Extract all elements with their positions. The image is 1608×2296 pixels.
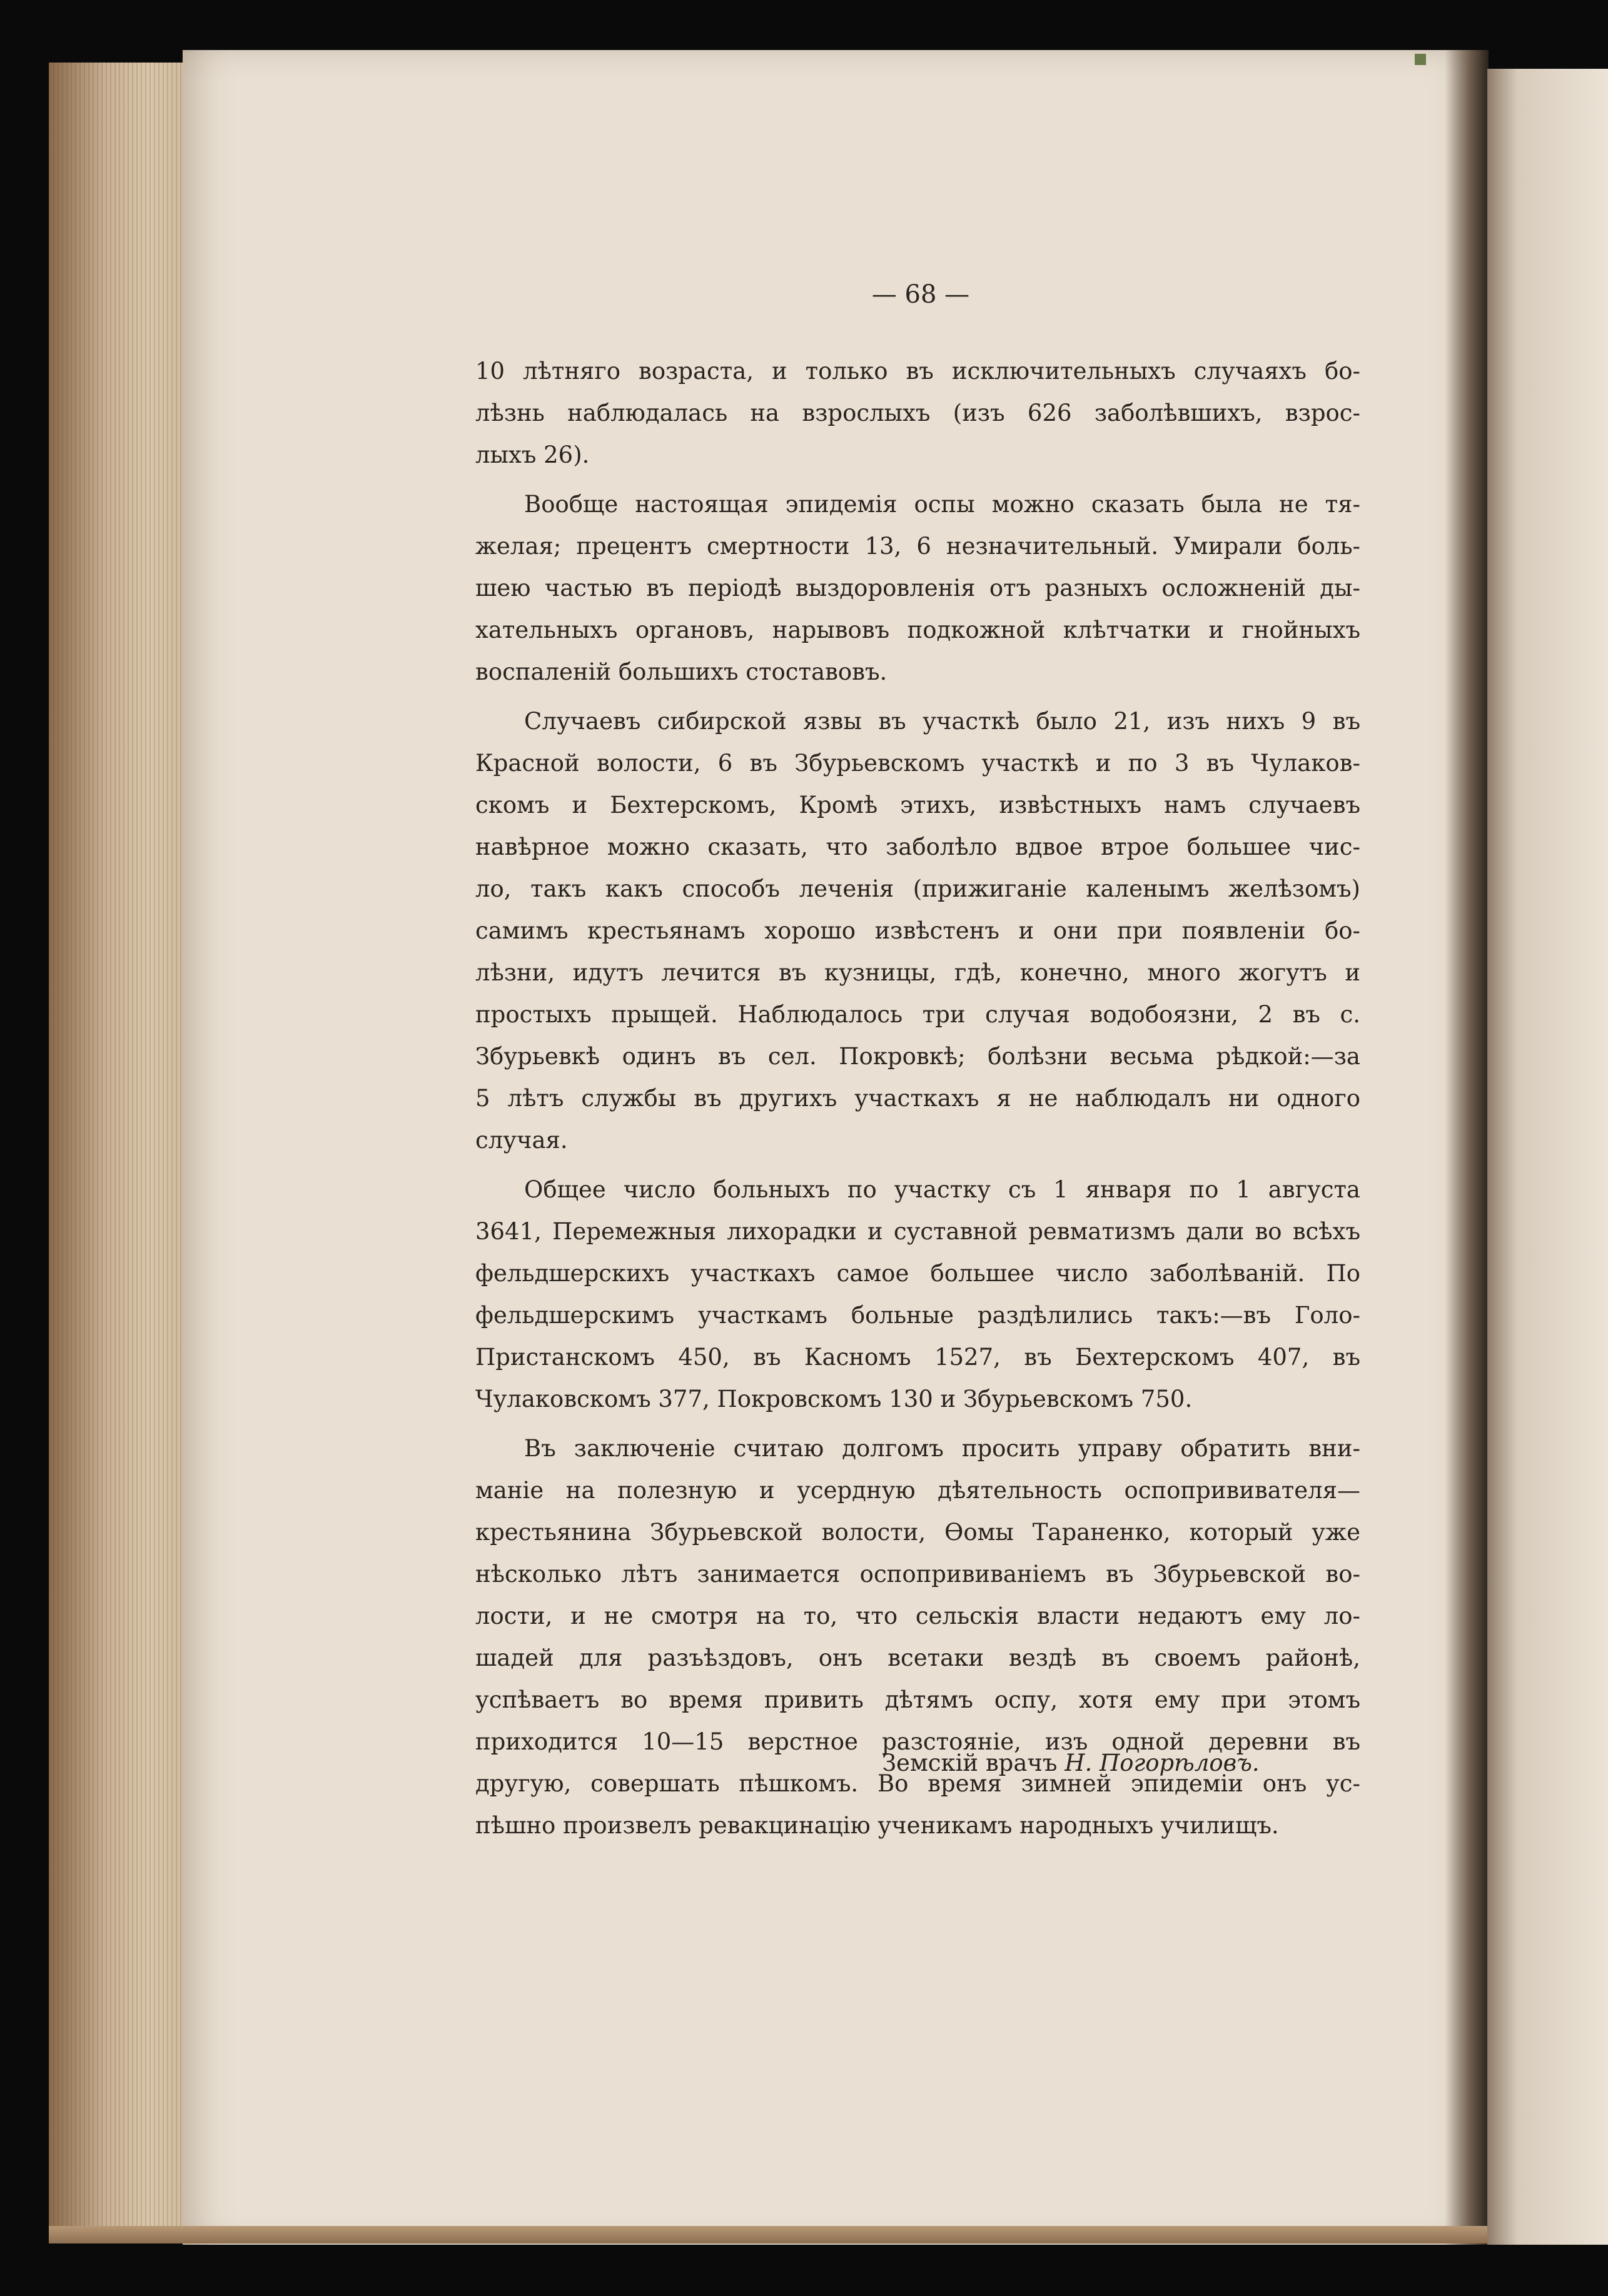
text-line: Красной волости, 6 въ Збурьевскомъ участкѣ и по 3 въ Чулаков- — [475, 750, 1360, 777]
text-line: воспаленій большихъ стоставовъ. — [475, 658, 887, 685]
text-line: крестьянина Збурьевской волости, Ѳомы Тараненко, который уже — [475, 1519, 1360, 1546]
text-line: лости, и не смотря на то, что сельскія власти недаютъ ему ло- — [475, 1603, 1360, 1629]
text-line: простыхъ прыщей. Наблюдалось три случая водобоязни, 2 въ с. — [475, 1001, 1360, 1028]
text-line: шею частью въ періодѣ выздоровленія отъ разныхъ осложненій ды- — [475, 575, 1360, 602]
paragraph — [475, 1427, 1360, 1846]
text-line: лѣзнь наблюдалась на взрослыхъ (изъ 626 заболѣвшихъ, взрос- — [475, 400, 1360, 426]
text-line: самимъ крестьянамъ хорошо извѣстенъ и они при появленіи бо- — [475, 917, 1360, 944]
tab-marker — [1415, 54, 1426, 65]
text-line: Чулаковскомъ 377, Покровскомъ 130 и Збурьевскомъ 750. — [475, 1386, 1193, 1412]
text-line: успѣваетъ во время привить дѣтямъ оспу, хотя ему при этомъ — [475, 1686, 1360, 1713]
text-line: лыхъ 26). — [475, 441, 590, 468]
text-line: маніе на полезную и усердную дѣятельность оспопрививателя— — [475, 1477, 1360, 1504]
text-line: нѣсколько лѣтъ занимается оспопрививаніемъ въ Збурьевской во- — [475, 1561, 1360, 1588]
paragraph — [475, 483, 1360, 693]
text-line: Случаевъ сибирской язвы въ участкѣ было 21, изъ нихъ 9 въ — [524, 708, 1360, 735]
text-line: ло, такъ какъ способъ леченія (прижиганіе каленымъ желѣзомъ) — [475, 875, 1360, 902]
text-line: Вообще настоящая эпидемія оспы можно сказать была не тя- — [524, 491, 1360, 518]
bottom-page-edge — [49, 2226, 1487, 2243]
text-line: другую, совершать пѣшкомъ. Во время зимней эпидеміи онъ ус- — [475, 1770, 1360, 1797]
body-text — [475, 350, 1360, 1854]
text-line: Збурьевкѣ одинъ въ сел. Покровкѣ; болѣзни весьма рѣдкой:—за — [475, 1043, 1360, 1070]
text-line: 3641, Перемежныя лихорадки и суставной ревматизмъ дали во всѣхъ — [475, 1218, 1360, 1245]
adjacent-page — [1487, 69, 1608, 2245]
text-line: случая. — [475, 1127, 568, 1154]
text-line: лѣзни, идутъ лечится въ кузницы, гдѣ, конечно, много жогутъ и — [475, 959, 1360, 986]
text-line: приходится 10—15 верстное разстояніе, изъ одной деревни въ — [475, 1728, 1360, 1755]
signature-title: Земскій врачъ — [882, 1750, 1058, 1776]
page-number: — 68 — — [871, 280, 970, 309]
signature — [882, 1750, 1260, 1776]
text-line: пѣшно произвелъ ревакцинацію ученикамъ народныхъ училищъ. — [475, 1812, 1279, 1839]
text-line: Въ заключеніе считаю долгомъ просить управу обратить вни- — [524, 1435, 1360, 1462]
paragraph — [475, 700, 1360, 1161]
text-line: Общее число больныхъ по участку съ 1 января по 1 августа — [524, 1176, 1360, 1203]
text-line: Пристанскомъ 450, въ Касномъ 1527, въ Бехтерскомъ 407, въ — [475, 1344, 1360, 1371]
text-line: хательныхъ органовъ, нарывовъ подкожной клѣтчатки и гнойныхъ — [475, 617, 1360, 643]
paragraph — [475, 350, 1360, 476]
text-line: шадей для разъѣздовъ, онъ всетаки вездѣ въ своемъ районѣ, — [475, 1644, 1360, 1671]
text-line: 10 лѣтняго возраста, и только въ исключительныхъ случаяхъ бо- — [475, 358, 1360, 385]
signature-name: Н. Погорѣловъ. — [1064, 1750, 1260, 1776]
text-line: фельдшерскимъ участкамъ больные раздѣлились такъ:—въ Голо- — [475, 1302, 1360, 1329]
text-line: фельдшерскихъ участкахъ самое большее число заболѣваній. По — [475, 1260, 1360, 1287]
text-line: желая; прецентъ смертности 13, 6 незначительный. Умирали боль- — [475, 533, 1360, 560]
text-line: навѣрное можно сказать, что заболѣло вдвое втрое большее чис- — [475, 833, 1360, 860]
page-stack-edge — [49, 63, 193, 2238]
book-gutter — [1445, 50, 1489, 2245]
text-line: скомъ и Бехтерскомъ, Кромѣ этихъ, извѣстныхъ намъ случаевъ — [475, 792, 1360, 818]
paragraph — [475, 1169, 1360, 1420]
text-line: 5 лѣтъ службы въ другихъ участкахъ я не наблюдалъ ни одного — [475, 1085, 1360, 1112]
